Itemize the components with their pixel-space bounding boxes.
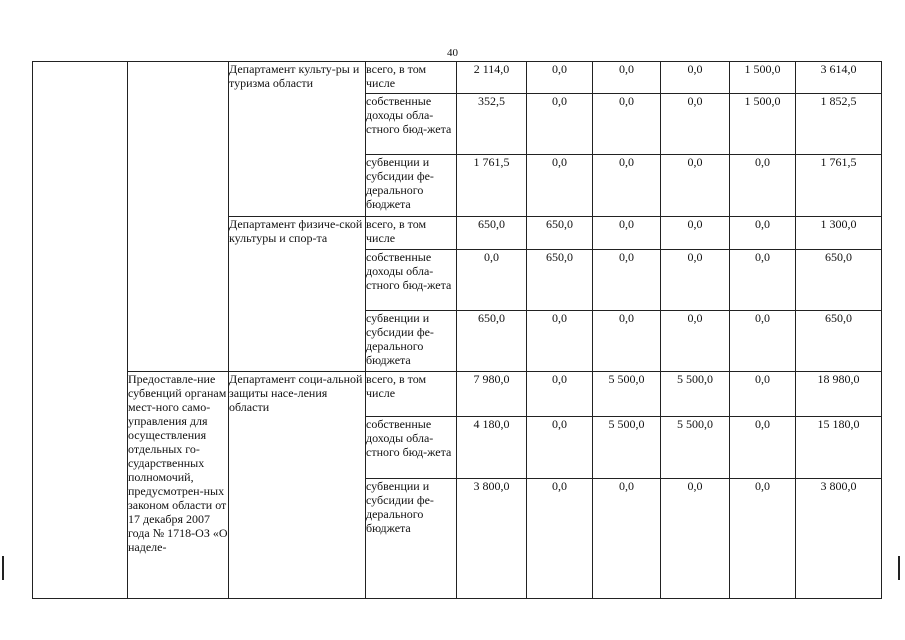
left-scan-mark: [2, 556, 4, 580]
funding-source-cell: всего, в том числе: [366, 62, 457, 94]
value-cell: 352,5: [457, 94, 527, 155]
value-cell: 650,0: [527, 217, 593, 250]
value-cell: 0,0: [661, 62, 730, 94]
right-scan-mark: [898, 556, 900, 580]
funding-source-cell: субвенции и субсидии фе-дерального бюджета: [366, 155, 457, 217]
total-cell: 650,0: [796, 311, 882, 372]
value-cell: 0,0: [527, 94, 593, 155]
department-cell: Департамент физиче-ской культуры и спор-та: [229, 217, 366, 372]
value-cell: 0,0: [730, 311, 796, 372]
total-cell: 1 852,5: [796, 94, 882, 155]
value-cell: 0,0: [527, 417, 593, 479]
value-cell: 0,0: [730, 372, 796, 417]
value-cell: 0,0: [593, 62, 661, 94]
funding-source-cell: собственные доходы обла-стного бюд-жета: [366, 94, 457, 155]
value-cell: 0,0: [593, 94, 661, 155]
value-cell: 0,0: [661, 311, 730, 372]
value-cell: 650,0: [457, 311, 527, 372]
table-row: [33, 62, 882, 94]
total-cell: 1 300,0: [796, 217, 882, 250]
funding-source-cell: субвенции и субсидии фе-дерального бюджета: [366, 479, 457, 599]
value-cell: 0,0: [527, 62, 593, 94]
value-cell: 0,0: [593, 217, 661, 250]
value-cell: 0,0: [593, 155, 661, 217]
value-cell: 0,0: [730, 250, 796, 311]
value-cell: 0,0: [527, 372, 593, 417]
value-cell: 0,0: [730, 417, 796, 479]
value-cell: 7 980,0: [457, 372, 527, 417]
value-cell: 5 500,0: [593, 417, 661, 479]
value-cell: 0,0: [661, 250, 730, 311]
funding-source-cell: всего, в том числе: [366, 217, 457, 250]
value-cell: 0,0: [593, 250, 661, 311]
total-cell: 3 800,0: [796, 479, 882, 599]
value-cell: 1 500,0: [730, 94, 796, 155]
total-cell: 3 614,0: [796, 62, 882, 94]
total-cell: 650,0: [796, 250, 882, 311]
funding-source-cell: всего, в том числе: [366, 372, 457, 417]
value-cell: 0,0: [527, 155, 593, 217]
value-cell: 1 761,5: [457, 155, 527, 217]
value-cell: 2 114,0: [457, 62, 527, 94]
total-cell: 18 980,0: [796, 372, 882, 417]
total-cell: 15 180,0: [796, 417, 882, 479]
value-cell: 0,0: [730, 479, 796, 599]
page-number: 40: [447, 47, 458, 59]
value-cell: 0,0: [661, 94, 730, 155]
value-cell: 0,0: [527, 311, 593, 372]
empty-measure-cell: [128, 62, 229, 372]
total-cell: 1 761,5: [796, 155, 882, 217]
value-cell: 0,0: [661, 155, 730, 217]
funding-source-cell: субвенции и субсидии фе-дерального бюджета: [366, 311, 457, 372]
empty-number-cell: [33, 62, 128, 599]
value-cell: 5 500,0: [661, 417, 730, 479]
measure-cell: Предоставле-ние субвенций органам мест-ного само-управления для осуществления отдельных го-сударственных полномочий, предусмотрен-ных законом области от 17 декабря 2007 года № 1718-ОЗ «О наделе-: [128, 372, 229, 599]
table-row: [33, 372, 882, 417]
value-cell: 0,0: [593, 479, 661, 599]
value-cell: 0,0: [457, 250, 527, 311]
value-cell: 5 500,0: [593, 372, 661, 417]
value-cell: 650,0: [527, 250, 593, 311]
value-cell: 0,0: [730, 217, 796, 250]
funding-source-cell: собственные доходы обла-стного бюд-жета: [366, 250, 457, 311]
value-cell: 5 500,0: [661, 372, 730, 417]
value-cell: 0,0: [593, 311, 661, 372]
value-cell: 0,0: [730, 155, 796, 217]
funding-source-cell: собственные доходы обла-стного бюд-жета: [366, 417, 457, 479]
budget-table: [32, 61, 882, 599]
value-cell: 3 800,0: [457, 479, 527, 599]
value-cell: 0,0: [661, 479, 730, 599]
value-cell: 1 500,0: [730, 62, 796, 94]
value-cell: 0,0: [527, 479, 593, 599]
department-cell: Департамент соци-альной защиты насе-ления области: [229, 372, 366, 599]
department-cell: Департамент культу-ры и туризма области: [229, 62, 366, 217]
value-cell: 650,0: [457, 217, 527, 250]
value-cell: 4 180,0: [457, 417, 527, 479]
value-cell: 0,0: [661, 217, 730, 250]
